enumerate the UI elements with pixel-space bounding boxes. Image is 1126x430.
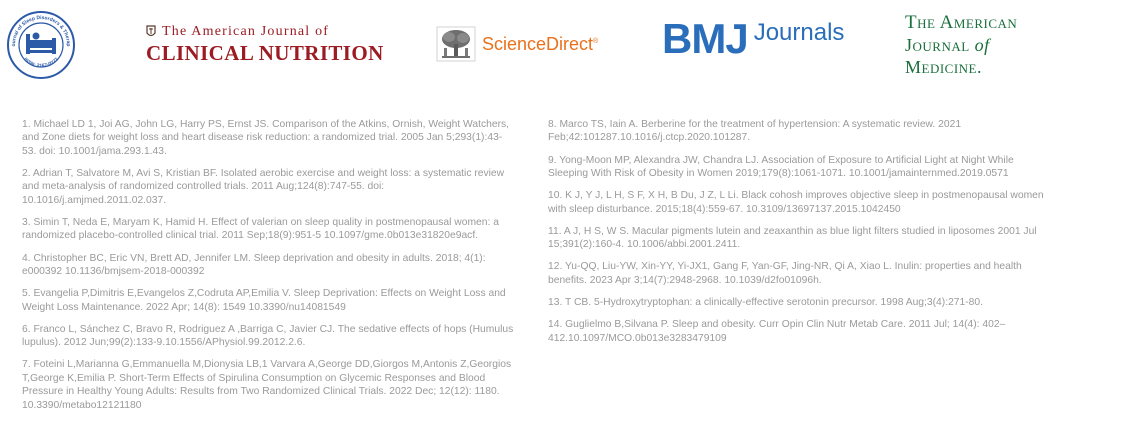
journal-logos-banner: [0, 0, 1126, 95]
reference-item: 4. Christopher BC, Eric VN, Brett AD, Jennifer LM. Sleep deprivation and obesity in adults. 2018; 4(1): e000392 10.1136/bmjsem-2018-000392: [22, 252, 486, 278]
reference-item: 8. Marco TS, Iain A. Berberine for the treatment of hypertension: A systematic review. 2021 Feb;42:101287.10.1016/j.ctcp.2020.101287.: [548, 119, 962, 144]
reference-item: 6. Franco L, Sánchez C, Bravo R, Rodriguez A ,Barriga C, Javier CJ. The sedative effects of hops (Humulus lupulus). 2012 Jun;99(2):133-9.10.1556/APhysiol.99.2012.2.6.: [22, 323, 514, 349]
sciencedirect-wordmark: ScienceDirect®: [482, 33, 599, 54]
ajcn-title-line1: The American Journal of: [162, 24, 330, 39]
reference-item: 1. Michael LD 1, Joi AG, John LG, Harry PS, Ernst JS. Comparison of the Atkins, Ornish, Weight Watchers, and Zone diets for weight loss and heart disease risk reduction: a randomized trial. 2005 Jan 5;293(1):43-53. doi: 10.1001/jama.293.1.43.: [22, 119, 510, 157]
references-left-column: [22, 118, 514, 421]
reference-item: 7. Foteini L,Marianna G,Emmanuella M,Dionysia LB,1 Varvara A,George DD,Giorgos M,Antonis Z,Georgios T,George K,Emilia P. Short-Term Effects of Spirulina Consumption on Glycemic Responses and Blood Pressure in Healthy Young Adults: Results from Two Randomized Clinical Trials. 2022 Dec; 12(12): 1180. 10.3390/metabo12121180: [22, 359, 512, 411]
reference-item: 14. Guglielmo B,Silvana P. Sleep and obesity. Curr Opin Clin Nutr Metab Care. 2011 Jul; 14(4): 402–412.10.1097/MCO.0b013e3283479109: [548, 319, 1006, 344]
reference-item: 10. K J, Y J, L H, S F, X H, B Du, J Z, L Li. Black cohosh improves objective sleep in postmenopausal women with sleep disturbance. 2015;18(4):559-67. 10.3109/13697137.2015.1042450: [548, 190, 1044, 215]
reference-item: 9. Yong-Moon MP, Alexandra JW, Chandra LJ. Association of Exposure to Artificial Light at Night While Sleeping With Risk of Obesity in Women 2019;179(8):1061-1071. 10.1001/jamainternmed.2019.0571: [548, 154, 1014, 180]
bmj-journals-word: Journals: [753, 19, 845, 46]
ajm-line2: Journal of: [905, 35, 990, 55]
ajm-line1: The American: [905, 12, 1018, 33]
sleep-journal-seal-logo: [6, 10, 76, 80]
ajm-line3: Medicine.: [905, 57, 982, 77]
ajm-logo: [905, 12, 1017, 78]
sciencedirect-logo: [436, 26, 598, 62]
references-right-column: [548, 118, 1048, 354]
reference-item: 3. Simin T, Neda E, Maryam K, Hamid H. Effect of valerian on sleep quality in postmenopausal women: a randomized placebo-controlled clinical trial. 2011 Sep;18(9):951-5 10.1097/gme.0b013e31820e9acf.: [22, 217, 499, 242]
bmj-mark: BMJ: [662, 15, 748, 62]
elsevier-tree-icon: [436, 26, 476, 62]
reference-item: 12. Yu-QQ, Liu-YW, Xin-YY, Yi-JX1, Gang F, Yan-GF, Jing-NR, Qi A, Xiao L. Inulin: properties and health benefits. 2023 Apr 3;14(7):2948-2968. 10.1039/d2fo01096h.: [548, 261, 1022, 286]
svg-text:Journal of Sleep Disorders & T: ournal of Sleep Disorders & Therap: [10, 14, 72, 47]
reference-item: 5. Evangelia P,Dimitris E,Evangelos Z,Codruta AP,Emilia V. Sleep Deprivation: Effects on Weight Loss and Weight Loss Maintenance. 2022 Apr; 14(8): 1549 10.3390/nu14081549: [22, 288, 506, 313]
ajcn-title-line2: CLINICAL NUTRITION: [146, 41, 384, 65]
reference-item: 13. T CB. 5-Hydroxytryptophan: a clinically-effective serotonin precursor. 1998 Aug;3(4):271-80.: [548, 297, 983, 309]
reference-item: 2. Adrian T, Salvatore M, Avi S, Kristian BF. Isolated aerobic exercise and weight loss: a systematic review and meta-analysis of randomized controlled trials. 2011 Aug;124(8):747-55. doi: 10.1016/j.amjmed.2011.02.037.: [22, 168, 505, 206]
ajcn-logo: [146, 24, 386, 66]
bmj-journals-logo: [662, 15, 845, 62]
svg-text:ISSN: 2167-0277: ISSN: 2167-0277: [22, 56, 60, 70]
reference-item: 11. A J, H S, W S. Macular pigments lutein and zeaxanthin as blue light filters studied in liposomes 2001 Jul 15;391(2):160-4. 10.1006/abbi.2001.2411.: [548, 225, 1037, 251]
registered-mark: ®: [593, 37, 599, 45]
ajcn-crest-icon: [146, 25, 156, 39]
